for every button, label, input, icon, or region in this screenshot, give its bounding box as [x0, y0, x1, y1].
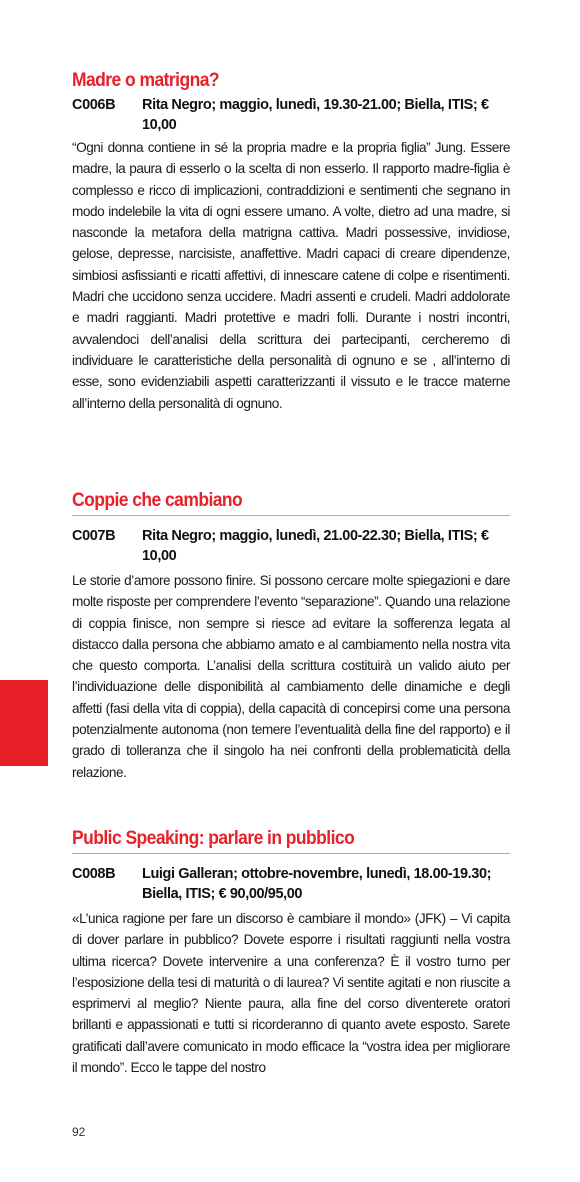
course-info: Rita Negro; maggio, lunedì, 19.30-21.00; Biella, ITIS; € 10,00 [142, 97, 489, 133]
section-coppie-che-cambiano [72, 490, 510, 783]
course-description: «L’unica ragione per fare un discorso è cambiare il mondo» (JFK) – Vi capita di dover parlare in pubblico? Dovete esporre i risultati raggiunti nella vostra ultima ricerca? Dovete intervenire a una conferenza? È il vostro turno per l’esposizione della tesi di maturità o di laurea? Vi sentite agitati e non riuscite a esprimervi al meglio? Niente paura, alla fine del corso diventerete oratori brillanti e appassionati e tutti si ricorderanno di quanto avete esposto. Sarete gratificati dall’avere comunicato in modo efficace la “vostra idea per migliorare il mondo”. Ecco le tappe del nostro [72, 911, 510, 1076]
course-description: Le storie d’amore possono finire. Si possono cercare molte spiegazioni e dare molte risposte per comprendere l’evento “separazione”. Quando una relazione di coppia finisce, non sempre si riesce ad evitare la sofferenza legata al distacco dalla persona che abbiamo amato e al cambiamento nella nostra vita che questo comporta. L’analisi della scrittura costituirà un valido aiuto per l’individuazione delle disponibilità al cambiamento delle dinamiche e degli affetti (fasi della vita di coppia), della capacità di concepirsi come una persona potenzialmente autonoma (non temere l’eventualità della fine del rapporto) e il grado di tolleranza che il singolo ha nei confronti della problematicità della relazione. [72, 573, 510, 780]
section-title: Public Speaking: parlare in pubblico [72, 828, 355, 849]
course-header [72, 526, 510, 566]
section-side-tab [0, 680, 48, 766]
course-info: Rita Negro; maggio, lunedì, 21.00-22.30; Biella, ITIS; € 10,00 [142, 528, 489, 564]
title-divider [72, 853, 510, 854]
page-number: 92 [72, 1125, 86, 1139]
course-code: C008B [72, 866, 116, 882]
section-public-speaking [72, 828, 510, 1078]
course-code: C006B [72, 97, 116, 113]
course-header [72, 95, 510, 135]
course-info: Luigi Galleran; ottobre-novembre, lunedì, 18.00-19.30; Biella, ITIS; € 90,00/95,00 [142, 866, 492, 902]
title-divider [72, 515, 510, 516]
course-code: C007B [72, 528, 116, 544]
course-header [72, 864, 510, 904]
section-title: Coppie che cambiano [72, 490, 243, 511]
section-madre-o-matrigna [72, 70, 510, 414]
section-title: Madre o matrigna? [72, 70, 219, 91]
course-description: “Ogni donna contiene in sé la propria madre e la propria figlia” Jung. Essere madre, la paura di esserlo o la scelta di non esserlo. Il rapporto madre-figlia è complesso e ricco di implicazioni, contraddizioni e sentimenti che segnano in modo indelebile la vita di ogni essere umano. A volte, dietro ad una madre, si nasconde la metafora della matrigna cattiva. Madri possessive, invidiose, gelose, depresse, narcisiste, anaffettive. Madri capaci di creare dipendenze, simbiosi asfissianti e ricatti affettivi, di innescare catene di colpe e risentimenti. Madri che uccidono senza uccidere. Madri assenti e crudeli. Madri addolorate e madri raggianti. Madri protettive e madri folli. Durante i nostri incontri, avvalendoci dell’analisi della scrittura dei partecipanti, cercheremo di individuare le caratteristiche della personalità di ognuno e se , all’interno di esse, sono evidenziabili aspetti caratterizzanti il vissuto e le tracce materne all’interno della personalità di ognuno. [72, 140, 510, 411]
